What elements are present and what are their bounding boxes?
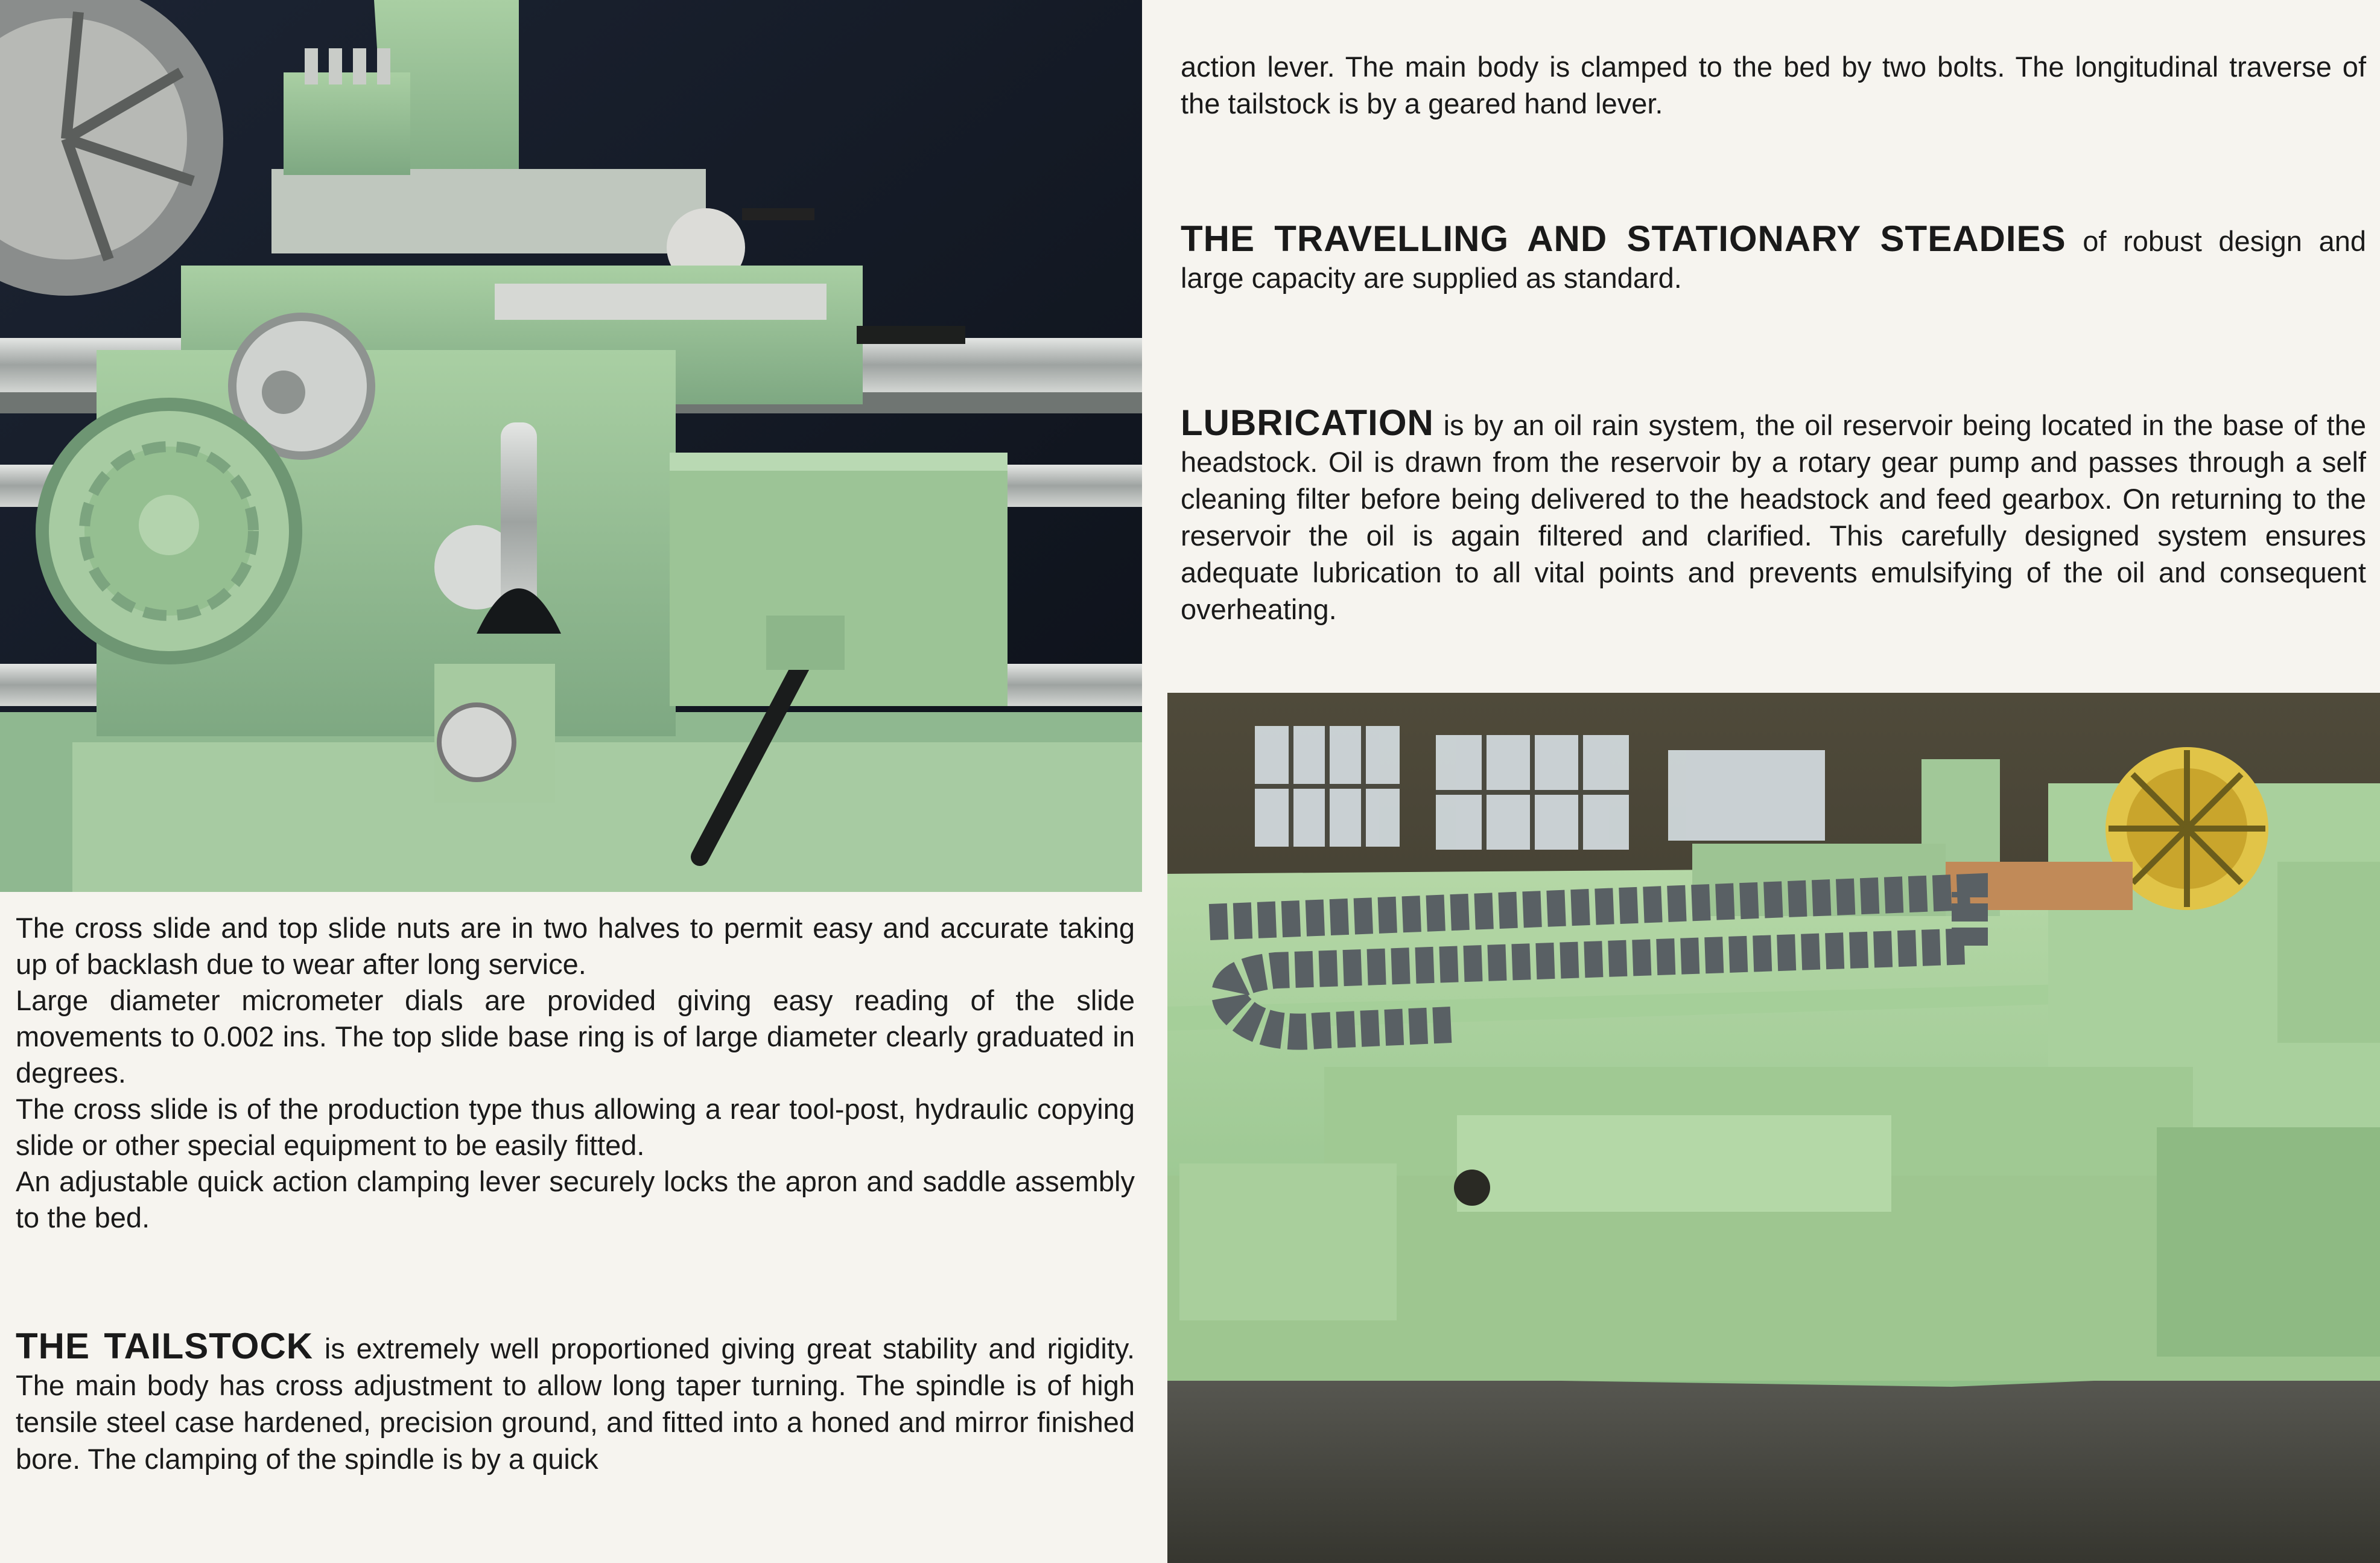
tailstock-section bbox=[16, 1328, 1135, 1477]
lubrication-text: is by an oil rain system, the oil reservoir being located in the base of the headstock. Oil is drawn from the reservoir by a rotary gear pump and passes through a self cleaning filter before being delivered to the headstock and feed gearbox. On returning to the reservoir the oil is again filtered and clarified. This carefully designed system ensures adequate lubrication to all vital points and prevents emulsifying of the oil and consequent overheating. bbox=[1181, 409, 2366, 625]
slide-paragraph: Large diameter micrometer dials are provided giving easy reading of the slide movements to 0.002 ins. The top slide base ring is of large diameter clearly graduated in degrees. bbox=[16, 984, 1135, 1089]
steadies-section bbox=[1181, 220, 2366, 296]
tailstock-heading: THE TAILSTOCK bbox=[16, 1326, 314, 1366]
lubrication-paragraph bbox=[1181, 404, 2366, 628]
steadies-paragraph bbox=[1181, 220, 2366, 296]
tailstock-paragraph bbox=[16, 1328, 1135, 1477]
tailstock-text: is extremely well proportioned giving great stability and rigidity. The main body has cross adjustment to allow long taper turning. The spindle is of high tensile steel case hardened, precision ground, and fitted into a honed and mirror finished bore. The clamping of the spindle is by a quick bbox=[16, 1332, 1135, 1475]
slide-paragraph: An adjustable quick action clamping lever securely locks the apron and saddle assembly to the bed. bbox=[16, 1165, 1135, 1234]
steadies-heading: THE TRAVELLING AND STATIONARY STEADIES bbox=[1181, 218, 2066, 259]
lubrication-section bbox=[1181, 404, 2366, 628]
slide-paragraph: The cross slide is of the production type thus allowing a rear tool-post, hydraulic copying slide or other special equipment to be easily fitted. bbox=[16, 1093, 1135, 1161]
slide-description bbox=[16, 910, 1135, 1236]
steadies-text: of robust design and large capacity are supplied as standard. bbox=[1181, 225, 2366, 294]
tailstock-continued-paragraph: action lever. The main body is clamped to the bed by two bolts. The longitudinal traverse of the tailstock is by a geared hand lever. bbox=[1181, 51, 2366, 119]
slide-paragraph: The cross slide and top slide nuts are in two halves to permit easy and accurate taking up of backlash due to wear after long service. bbox=[16, 912, 1135, 980]
tailstock-continued-text bbox=[1181, 48, 2366, 122]
lathe-workshop-photo bbox=[1167, 693, 2380, 1563]
lubrication-heading: LUBRICATION bbox=[1181, 403, 1434, 443]
apron-saddle-photo bbox=[0, 0, 1142, 892]
